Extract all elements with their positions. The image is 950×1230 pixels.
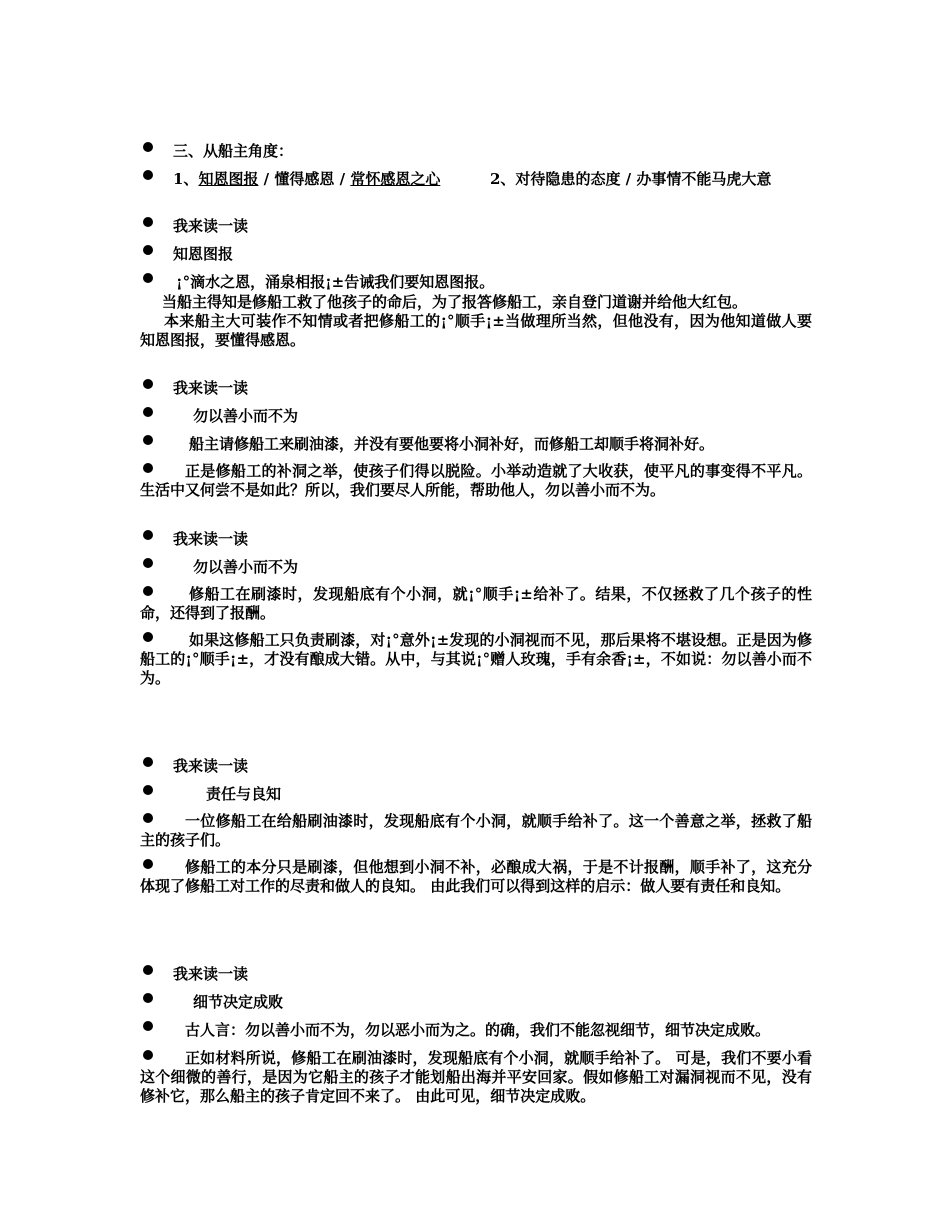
bullet-icon: [143, 757, 153, 767]
paragraph-text: 古人言：勿以善小而不为，勿以恶小而为之。的确，我们不能忽视细节，细节决定成败。: [185, 1021, 771, 1039]
block-heading: 我来读一读: [173, 217, 249, 235]
block-subheading: 勿以善小而不为: [193, 558, 299, 576]
bullet-icon: [143, 435, 153, 445]
block-heading: 我来读一读: [173, 530, 249, 548]
paragraph-text: 本来船主大可装作不知情或者把修船工的¡°顺手¡±当做理所当然，但他没有，因为他知道做人要知恩图报，要懂得感恩。: [140, 312, 812, 349]
block-heading: 我来读一读: [173, 757, 249, 775]
heading-section: 三、从船主角度：: [173, 142, 294, 160]
bullet-icon: [143, 530, 153, 540]
summary-line: [173, 169, 440, 189]
bullet-icon: [143, 965, 153, 975]
block-subheading: 知恩图报: [173, 245, 234, 263]
bullet-icon: [143, 217, 153, 227]
bullet-icon: [143, 785, 153, 795]
bullet-icon: [143, 245, 153, 255]
underlined-text: 常怀感恩之心: [350, 170, 441, 188]
bullet-icon: [143, 558, 153, 568]
bullet-icon: [143, 142, 153, 152]
bullet-icon: [143, 993, 153, 1003]
block-subheading: 责任与良知: [206, 785, 282, 803]
block-subheading: 勿以善小而不为: [193, 407, 299, 425]
block-subheading: 细节决定成败: [193, 993, 284, 1011]
paragraph-text: 船主请修船工来刷油漆，并没有要他要将小洞补好，而修船工却顺手将洞补好。: [189, 435, 715, 453]
block-heading: 我来读一读: [173, 379, 249, 397]
text-span: / 懂得感恩 /: [258, 170, 351, 188]
paragraph-text: 修船工在刷漆时，发现船底有个小洞，就¡°顺手¡±给补了。结果，不仅拯救了几个孩子的性命，还得到了报酬。: [140, 585, 812, 622]
paragraph-text: 正是修船工的补洞之举，使孩子们得以脱险。小举动造就了大收获，使平凡的事变得不平凡。生活中又何尝不是如此？所以，我们要尽人所能，帮助他人，勿以善小而不为。: [140, 462, 812, 499]
bullet-icon: [143, 379, 153, 389]
block-heading: 我来读一读: [173, 965, 249, 983]
paragraph-text: 如果这修船工只负责刷漆，对¡°意外¡±发现的小洞视而不见，那后果将不堪设想。正是因为修船工的¡°顺手¡±，才没有酿成大错。从中，与其说¡°赠人玫瑰，手有余香¡±，不如说：勿以善小而不为。: [140, 631, 812, 687]
summary-line-2: 2、对待隐患的态度 / 办事情不能马虎大意: [490, 170, 772, 188]
paragraph-text: 正如材料所说，修船工在刷油漆时，发现船底有个小洞，就顺手给补了。 可是，我们不要小看这个细微的善行，是因为它船主的孩子才能划船出海并平安回家。假如修船工对漏洞视而不见，没有修补它，那么船主的孩子肯定回不来了。 由此可见，细节决定成败。: [140, 1049, 812, 1105]
bullet-icon: [143, 273, 153, 283]
bullet-icon: [143, 407, 153, 417]
paragraph-text: 当船主得知是修船工救了他孩子的命后，为了报答修船工，亲自登门道谢并给他大红包。: [162, 293, 748, 311]
paragraph-text: ¡°滴水之恩，涌泉相报¡±告诫我们要知恩图报。: [176, 273, 495, 291]
paragraph-text: 修船工的本分只是刷漆，但他想到小洞不补，必酿成大祸，于是不计报酬，顺手补了，这充分体现了修船工对工作的尽责和做人的良知。 由此我们可以得到这样的启示：做人要有责任和良知。: [140, 858, 812, 895]
text-span: 1、: [173, 170, 199, 188]
bullet-icon: [143, 170, 153, 180]
paragraph-text: 一位修船工在给船刷油漆时，发现船底有个小洞，就顺手给补了。这一个善意之举，拯救了船主的孩子们。: [140, 812, 812, 849]
bullet-icon: [143, 1021, 153, 1031]
underlined-text: 知恩图报: [198, 170, 259, 188]
